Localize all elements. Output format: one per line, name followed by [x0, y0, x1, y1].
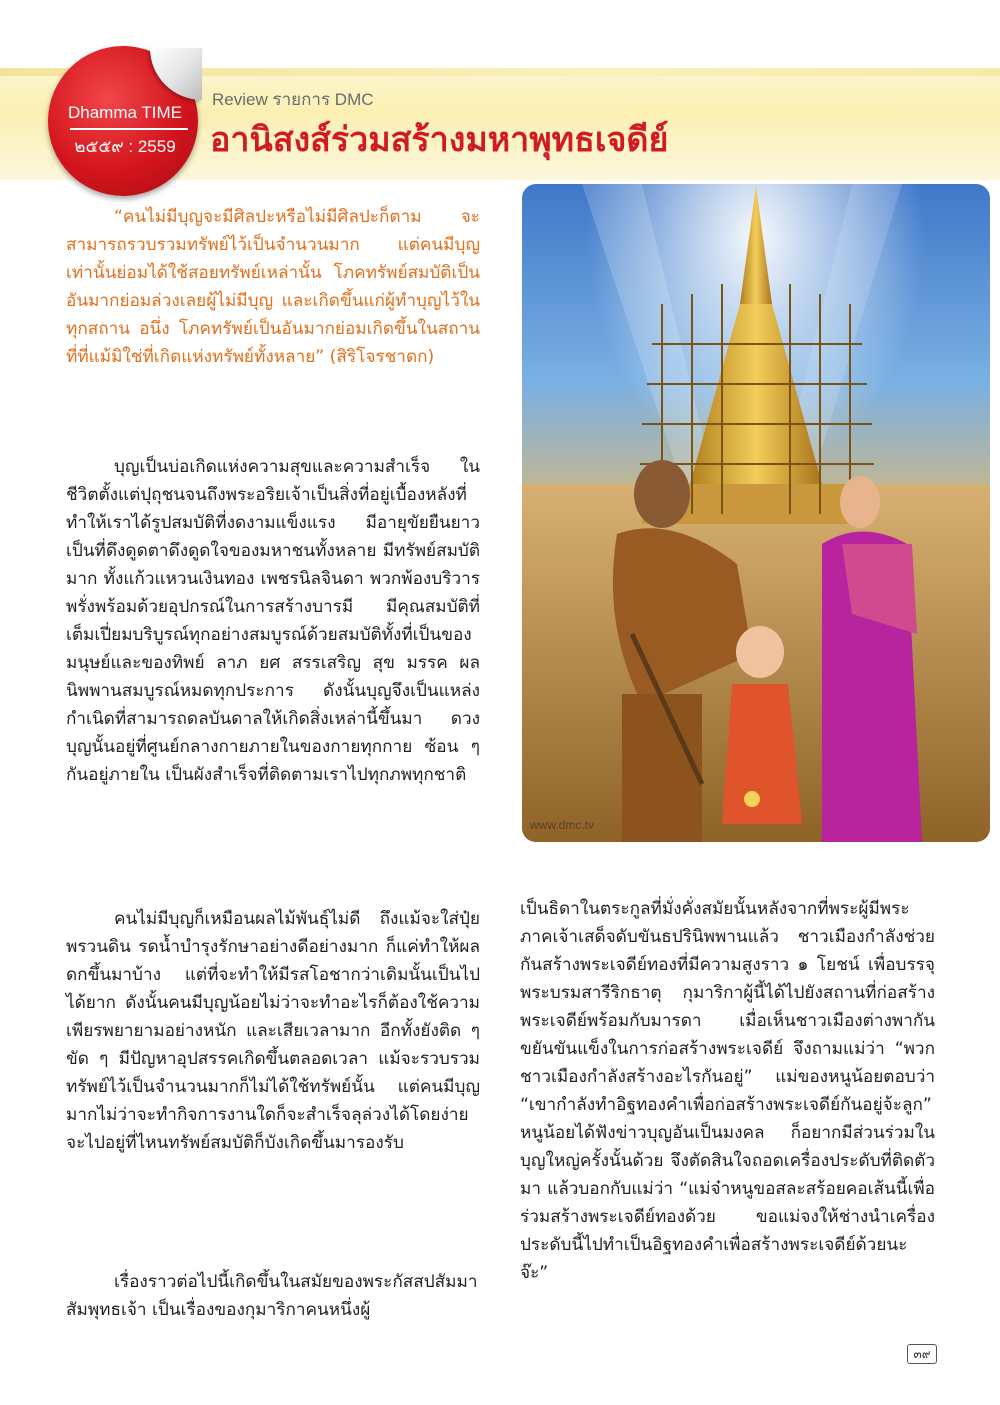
- body-paragraph-4: [520, 878, 935, 1304]
- father-head: [634, 460, 690, 528]
- paragraph-text: เรื่องราวต่อไปนี้เกิดขึ้นในสมัยของพระกัสสปสัมมาสัมพุทธเจ้า เป็นเรื่องของกุมาริกาคนหนึ่งผู้: [66, 1272, 478, 1320]
- father-legs: [622, 694, 702, 842]
- opening-quote: [66, 203, 480, 371]
- illustration-svg: [522, 184, 990, 842]
- image-watermark: www.dmc.tv: [530, 818, 595, 832]
- child-dress: [722, 684, 802, 824]
- section-label: Review รายการ DMC: [212, 90, 374, 109]
- page-title: อานิสงส์ร่วมสร้างมหาพุทธเจดีย์: [210, 120, 669, 160]
- quote-text: “คนไม่มีบุญจะมีศิลปะหรือไม่มีศิลปะก็ตาม จะสามารถรวบรวมทรัพย์ไว้เป็นจำนวนมาก แต่คนมีบุญเท่านั้นย่อมได้ใช้สอยทรัพย์เหล่านั้น โภคทรัพย์สมบัติเป็นอันมากย่อมล่วงเลยผู้ไม่มีบุญ และเกิดขึ้นแก่ผู้ทำบุญไว้ในทุกสถาน อนึ่ง โภคทรัพย์เป็นอันมากย่อมเกิดขึ้นในสถานที่ที่แม้มิใช่ที่เกิดแห่งทรัพย์ทั้งหลาย” (สิริโจรชาดก): [66, 207, 480, 367]
- paragraph-text: เป็นธิดาในตระกูลที่มั่งคั่งสมัยนั้นหลังจากที่พระผู้มีพระภาคเจ้าเสด็จดับขันธปรินิพพานแล้ว ชาวเมืองกำลังช่วยกันสร้างพระเจดีย์ทองที่มีความสูงราว ๑ โยชน์ เพื่อบรรจุพระบรมสารีริกธาตุ กุมาริกาผู้นี้ได้ไปยังสถานที่ก่อสร้างพระเจดีย์พร้อมกับมารดา เมื่อเห็นชาวเมืองต่างพากันขยันขันแข็งในการก่อสร้างพระเจดีย์ จึงถามแม่ว่า “พวกชาวเมืองกำลังสร้างอะไรกันอยู่” แม่ของหนูน้อยตอบว่า “เขากำลังทำอิฐทองคำเพื่อก่อสร้างพระเจดีย์กันอยู่จ้ะลูก” หนูน้อยได้ฟังข่าวบุญอันเป็นมงคล ก็อยากมีส่วนร่วมในบุญใหญ่ครั้งนั้นด้วย จึงตัดสินใจถอดเครื่องประดับที่ติดตัวมา แล้วบอกกับแม่ว่า “แม่จ๋าหนูขอสละสร้อยคอเส้นนี้เพื่อร่วมสร้างพระเจดีย์ทองด้วย ขอแม่จงให้ช่างนำเครื่องประดับนี้ไปทำเป็นอิฐทองคำเพื่อสร้างพระเจดีย์ด้วยนะจ๊ะ”: [520, 899, 935, 1284]
- logo-year-text: ๒๕๕๙ : 2559: [74, 137, 176, 156]
- page-number: ๓๙: [907, 1344, 937, 1364]
- paragraph-text: คนไม่มีบุญก็เหมือนผลไม้พันธุ์ไม่ดี ถึงแม้จะใส่ปุ๋ย พรวนดิน รดน้ำบำรุงรักษาอย่างดีอย่างมาก ก็แค่ทำให้ผลดกขึ้นมาบ้าง แต่ที่จะทำให้มีรสโอชากว่าเดิมนั้นเป็นไปได้ยาก ดังนั้นคนมีบุญน้อยไม่ว่าจะทำอะไรก็ต้องใช้ความเพียรพยายามอย่างหนัก และเสียเวลามาก อีกทั้งยังติด ๆ ขัด ๆ มีปัญหาอุปสรรคเกิดขึ้นตลอดเวลา แม้จะรวบรวมทรัพย์ไว้เป็นจำนวนมากก็ไม่ได้ใช้ทรัพย์นั้น แต่คนมีบุญมากไม่ว่าจะทำกิจการงานใดก็จะสำเร็จลุล่วงได้โดยง่าย จะไปอยู่ที่ไหนทรัพย์สมบัติก็บังเกิดขึ้นมารองรับ: [66, 909, 480, 1153]
- body-paragraph-1: [66, 453, 480, 789]
- stupa-illustration: [522, 184, 990, 842]
- logo-brand-text: Dhamma TIME: [68, 103, 182, 122]
- mother-head: [840, 476, 880, 528]
- logo-divider: [70, 128, 188, 130]
- paragraph-text: บุญเป็นบ่อเกิดแห่งความสุขและความสำเร็จ ในชีวิตตั้งแต่ปุถุชนจนถึงพระอริยเจ้าเป็นสิ่งที่อยู่เบื้องหลังที่ทำให้เราได้รูปสมบัติที่งดงามแข็งแรง มีอายุขัยยืนยาว เป็นที่ดึงดูดตาดึงดูดใจของมหาชนทั้งหลาย มีทรัพย์สมบัติมาก ทั้งแก้วแหวนเงินทอง เพชรนิลจินดา พวกพ้องบริวาร พรั่งพร้อมด้วยอุปกรณ์ในการสร้างบารมี มีคุณสมบัติที่เต็มเปี่ยมบริบูรณ์ทุกอย่างสมบูรณ์ด้วยสมบัติทั้งที่เป็นของมนุษย์และของทิพย์ ลาภ ยศ สรรเสริญ สุข มรรค ผล นิพพานสมบูรณ์หมดทุกประการ ดังนั้นบุญจึงเป็นแหล่งกำเนิดที่สามารถดลบันดาลให้เกิดสิ่งเหล่านี้ขึ้นมา ดวงบุญนั้นอยู่ที่ศูนย์กลางกายภายในของกายทุกกาย ซ้อน ๆ กันอยู่ภายใน เป็นผังสำเร็จที่ติดตามเราไปทุกภพทุกชาติ: [66, 457, 480, 785]
- child-head: [736, 626, 784, 678]
- body-paragraph-3: [66, 1268, 480, 1324]
- body-paragraph-2: [66, 905, 480, 1157]
- necklace-icon: [744, 791, 760, 807]
